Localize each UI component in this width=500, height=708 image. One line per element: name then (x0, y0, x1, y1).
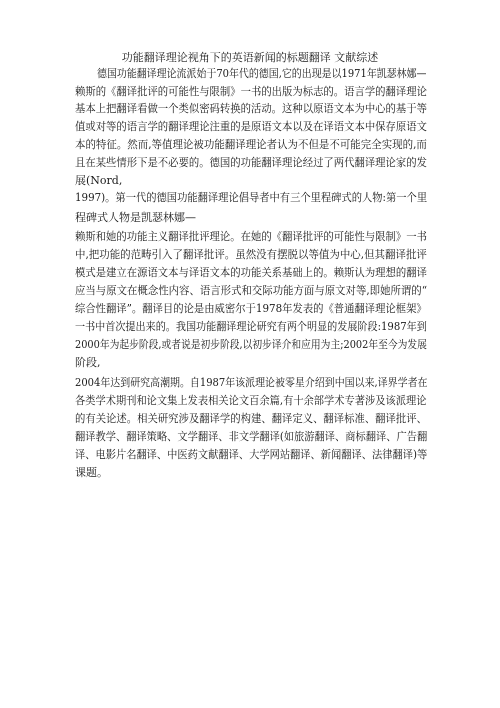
body-line: 综合性翻译”。翻译目的论是由威密尔于1978年发表的《普通翻译理论框架》 (75, 302, 427, 315)
body-line: 各类学术期刊和论文集上发表相关论文百余篇,有十余部学术专著涉及该派理论 (75, 394, 427, 407)
body-line: 应当与原文在概念性内容、语言形式和交际功能方面与原文对等,即她所谓的“ (75, 284, 428, 297)
body-line: 2004年达到研究高潮期。自1987年该派理论被零星介绍到中国以来,译界学者在 (75, 376, 428, 389)
body-line: 值或对等的语言学的翻译理论注重的是原语文本以及在译语文本中保存原语文 (75, 120, 427, 133)
body-line: 模式是建立在源语文本与译语文本的功能关系基础上的。赖斯认为理想的翻译 (75, 266, 427, 279)
body-line: 程碑式人物是凯瑟林娜— (75, 211, 196, 224)
body-line: 1997)。第一代的德国功能翻译理论倡导者中有三个里程碑式的人物:第一个里 (75, 191, 428, 204)
body-line: 展(Nord, (75, 174, 123, 187)
body-line: 2000年为起步阶段,或者说是初步阶段,以初步译介和应用为主;2002年至今为发展 (75, 338, 427, 351)
document-title: 功能翻译理论视角下的英语新闻的标题翻译 文献综述 (121, 51, 379, 64)
body-line: 赖斯的《翻译批评的可能性与限制》一书的出版为标志的。语言学的翻译理论 (75, 85, 427, 98)
body-line: 课题。 (75, 466, 108, 479)
body-line: 一书中首次提出来的。我国功能翻译理论研究有两个明显的发展阶段:1987年到 (75, 320, 427, 333)
body-line: 阶段, (75, 356, 101, 369)
body-line: 赖斯和她的功能主义翻译批评理论。在她的《翻译批评的可能性与限制》一书 (75, 230, 427, 243)
body-line: 的有关论述。相关研究涉及翻译学的构建、翻译定义、翻译标准、翻译批评、 (75, 412, 427, 425)
body-line: 翻译教学、翻译策略、文学翻译、非文学翻译(如旅游翻译、商标翻译、广告翻 (75, 430, 428, 443)
body-line: 本的特征。然而,等值理论被功能翻译理论者认为不但是不可能完全实现的,而 (75, 138, 427, 151)
body-line: 德国功能翻译理论流派始于70年代的德国,它的出现是以1971年凯瑟林娜— (97, 67, 427, 80)
body-line: 基本上把翻译看做一个类似密码转换的活动。这种以原语文本为中心的基于等 (75, 102, 427, 115)
body-line: 且在某些情形下是不必要的。德国的功能翻译理论经过了两代翻译理论家的发 (75, 156, 427, 169)
body-line: 译、电影片名翻译、中医药文献翻译、大学网站翻译、新闻翻译、法律翻译)等 (75, 448, 428, 461)
body-line: 中,把功能的范畴引入了翻译批评。虽然没有摆脱以等值为中心,但其翻译批评 (75, 248, 427, 261)
